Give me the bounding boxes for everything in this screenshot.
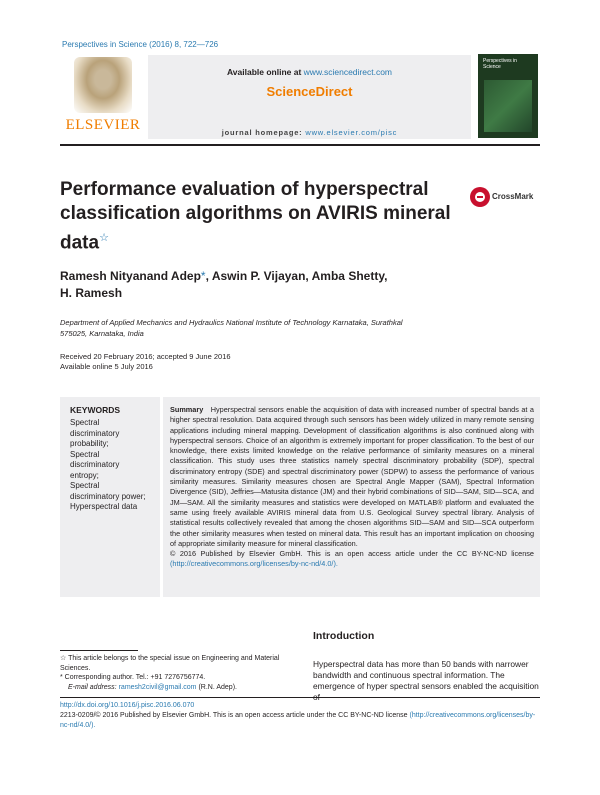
email-link[interactable]: ramesh2civil@gmail.com [118,683,197,691]
publication-info [60,701,540,730]
sciencedirect-link[interactable]: www.sciencedirect.com [303,67,393,77]
introduction-text: Hyperspectral data has more than 50 bands with narrower bandwidth and continuous spectral information. The emergence of hyper spectral sensors enabled the acquisition [313,659,539,691]
article-dates [60,352,231,372]
keyword-line: discriminatory [70,460,120,469]
crossmark-label: CrossMark [492,192,534,201]
received-date: Received 20 February 2016; accepted 9 June 2016 [60,352,231,361]
affiliation [60,317,460,339]
elsevier-logo [60,55,146,139]
homepage-label: journal homepage: [221,128,303,137]
email-label: E-mail address: [68,683,117,691]
available-online [148,67,471,77]
footnote-email [60,683,300,693]
footnote-rule [60,650,138,651]
title-footnote-mark[interactable]: ☆ [99,232,109,244]
introduction-heading: Introduction [313,630,375,642]
cover-graphic [484,80,532,132]
affiliation-line-2: 575025, Karnataka, India [60,329,144,338]
footnote-corresponding: * Corresponding author. Tel.: +91 7276756774. [60,674,206,681]
sciencedirect-logo: ScienceDirect [266,84,353,99]
journal-cover-image [478,54,538,138]
keywords-heading: KEYWORDS [70,405,121,415]
available-label: Available online at [226,67,302,77]
bottom-license-link[interactable]: (http://creativecommons.org/licenses/by-nc-nd/4.0/). [60,711,536,729]
elsevier-wordmark: ELSEVIER [65,117,141,133]
abstract-heading: Summary [170,405,204,414]
doi-link[interactable]: http://dx.doi.org/10.1016/j.pisc.2016.06.070 [60,702,195,709]
cover-title: Perspectives in Science [483,58,517,70]
header-rule [60,144,540,146]
online-date: Available online 5 July 2016 [60,362,153,371]
keyword-line: Spectral [70,418,100,427]
author-primary: Ramesh Nityanand Adep [60,269,201,283]
crossmark-icon [470,187,490,207]
footnotes [60,654,300,692]
title-text: Performance evaluation of hyperspectral classification algorithms on AVIRIS mineral data [60,179,451,254]
keyword-line: probability; [70,439,109,448]
abstract-text: Hyperspectral sensors enable the acquisition of data with increased number of spectral bands at a higher spectral resolution. Data acquired through such sensors has been widely utilized in many remote sensing applications including mineral mapping. Development of classification algorithms is also continued along with hyperspectral sensors. Choice of an algorithm is extremely important for proper classification. To the best of our knowledge, there exists limited knowledge on the relative performance of similarity measures on a mineral classification. This study uses three statistics namely spectral discriminatory probability (SDP), spectral discriminatory entropy (SDE) and spectral discriminatory power (SDPW) to assess the performance of various similarity measures. Similarity measures chosen are Spectral Angle Mapper (SAM), Spectral Information Divergence (SID), Jeffries—Matusita distance (JM) and their hybrid combinations of SID—SAM, SID—SCA, and JM—SAM. All the similarity measures and statistics were developed on MATLAB® platform and evaluated the same using freely available AVIRIS mineral data from U.S. Geological Survey spectral library. Analysis of statistical results collectively revealed that among the chosen algorithms SID—SAM and SID—SCA outperform the other similarity measures when tested on mineral data. This result has an important implication on choosing of appropriate similarity measure for mineral classification. [170,405,534,548]
issn-text: 2213-0209/© 2016 Published by Elsevier GmbH. This is an open access article under the CC BY-NC-ND license [60,711,408,719]
keyword-line: Spectral [70,449,100,459]
keywords-list [70,418,158,513]
keyword-line: Spectral [70,481,100,490]
author-list [60,268,480,302]
corresponding-author-mark[interactable]: * [200,269,206,283]
keyword-line: discriminatory power; [70,491,146,501]
keyword-line: discriminatory [70,428,120,438]
abstract [170,405,534,570]
journal-reference[interactable]: Perspectives in Science (2016) 8, 722—726 [62,40,219,49]
affiliation-line-1: Department of Applied Mechanics and Hydraulics National Institute of Technology Karnataka, Surathkal [60,318,403,327]
abstract-license: © 2016 Published by Elsevier GmbH. This is an open access article under the CC BY-NC-ND license [170,549,534,559]
abstract-license-link[interactable]: (http://creativecommons.org/licenses/by-nc-nd/4.0/). [170,559,338,569]
article-title [60,178,460,255]
bottom-rule [60,697,540,698]
keyword-line: Hyperspectral data [70,502,138,511]
keyword-line: entropy; [70,470,99,480]
homepage-link[interactable]: www.elsevier.com/pisc [305,128,398,137]
author-others: , Aswin P. Vijayan, Amba Shetty, [205,269,388,283]
issn-line [60,711,540,731]
footnote-special-issue: ☆ This article belongs to the special issue on Engineering and Material Sciences. [60,655,280,672]
email-suffix: (R.N. Adep). [198,683,237,691]
author-last: H. Ramesh [60,286,123,300]
journal-homepage [148,128,471,137]
elsevier-tree-icon [74,57,132,113]
crossmark-button[interactable] [470,187,540,209]
